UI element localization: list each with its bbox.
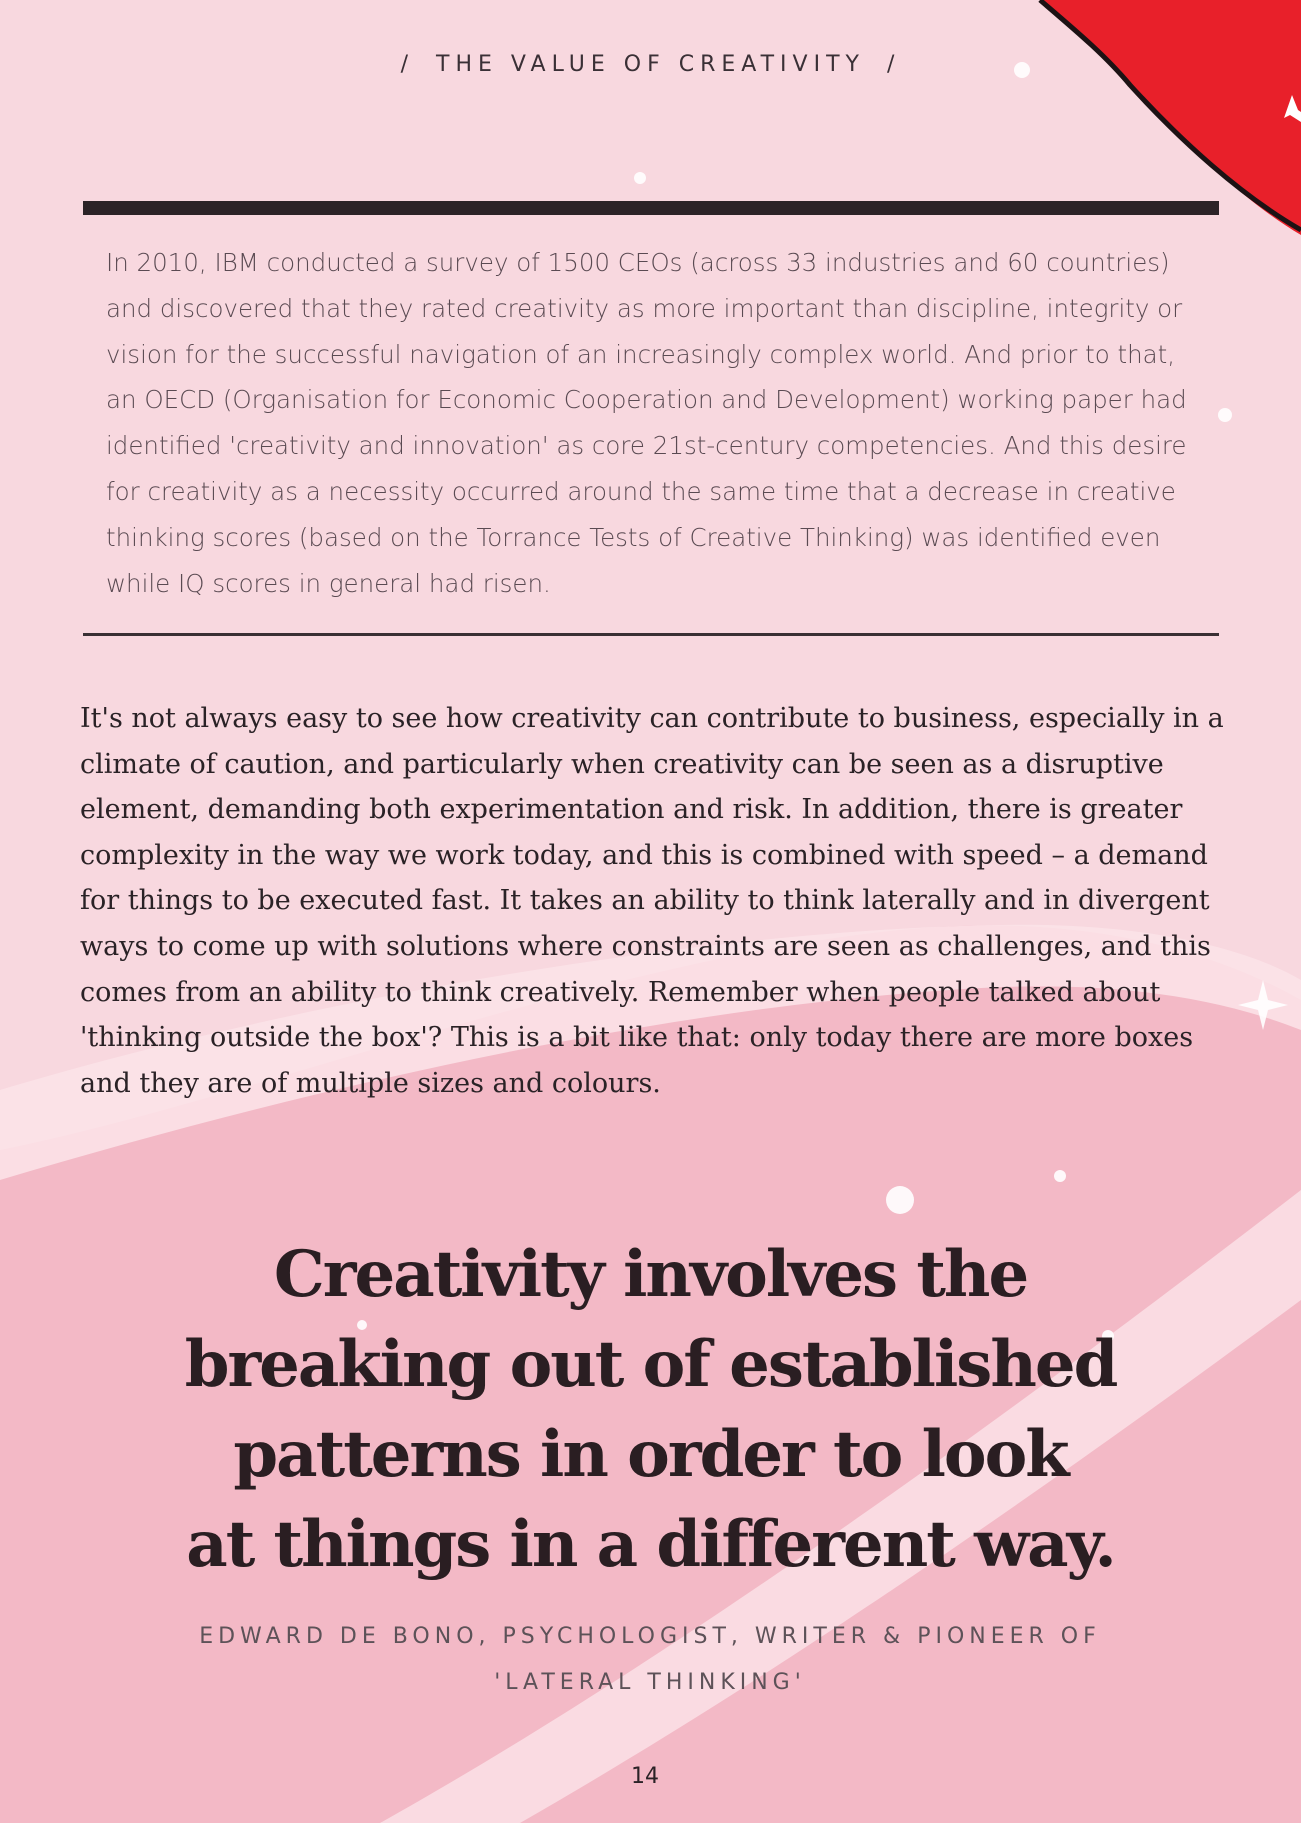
header-slash-left: / bbox=[400, 52, 415, 77]
pull-quote bbox=[0, 1230, 1301, 1590]
header-title: THE VALUE OF CREATIVITY bbox=[436, 52, 865, 77]
quote-line: breaking out of established bbox=[184, 1327, 1117, 1402]
sidebar-text-box: In 2010, IBM conducted a survey of 1500 CEOs (across 33 industries and 60 countries) and discovered that they rated creativity as more important than discipline, integrity or vision for the successful navigation of an increasingly complex world. And prior to that, an OECD (Organisation for Economic Cooperation and Development) working paper had identified 'creativity and innovation' as core 21st-century competencies. And this desire for creativity as a necessity occurred around the same time that a decrease in creative thinking scores (based on the Torrance Tests of Creative Thinking) was identified even while IQ scores in general had risen. bbox=[106, 248, 1187, 598]
body-paragraph: It's not always easy to see how creativity can contribute to business, especially in a climate of caution, and particularly when creativity can be seen as a disruptive element, demanding both experimentation and risk. In addition, there is greater complexity in the way we work today, and this is combined with speed – a demand for things to be executed fast. It takes an ability to think laterally and in divergent ways to come up with solutions where constraints are seen as challenges, and this comes from an ability to think creatively. Remember when people talked about 'thinking outside the box'? This is a bit like that: only today there are more boxes and they are of multiple sizes and colours. bbox=[80, 703, 1224, 1099]
running-header bbox=[0, 52, 1301, 77]
quote-line: patterns in order to look bbox=[233, 1417, 1068, 1492]
quote-attribution bbox=[150, 1614, 1150, 1706]
attribution-line: EDWARD DE BONO, PSYCHOLOGIST, WRITER & PIONEER OF bbox=[199, 1624, 1101, 1649]
quote-line: Creativity involves the bbox=[273, 1237, 1028, 1312]
header-slash-right: / bbox=[886, 52, 901, 77]
attribution-line: 'LATERAL THINKING' bbox=[494, 1670, 806, 1695]
page-number: 14 bbox=[631, 1764, 659, 1789]
top-divider-thick bbox=[83, 201, 1219, 215]
bottom-divider-thin bbox=[83, 633, 1219, 636]
quote-line: at things in a different way. bbox=[186, 1507, 1115, 1582]
